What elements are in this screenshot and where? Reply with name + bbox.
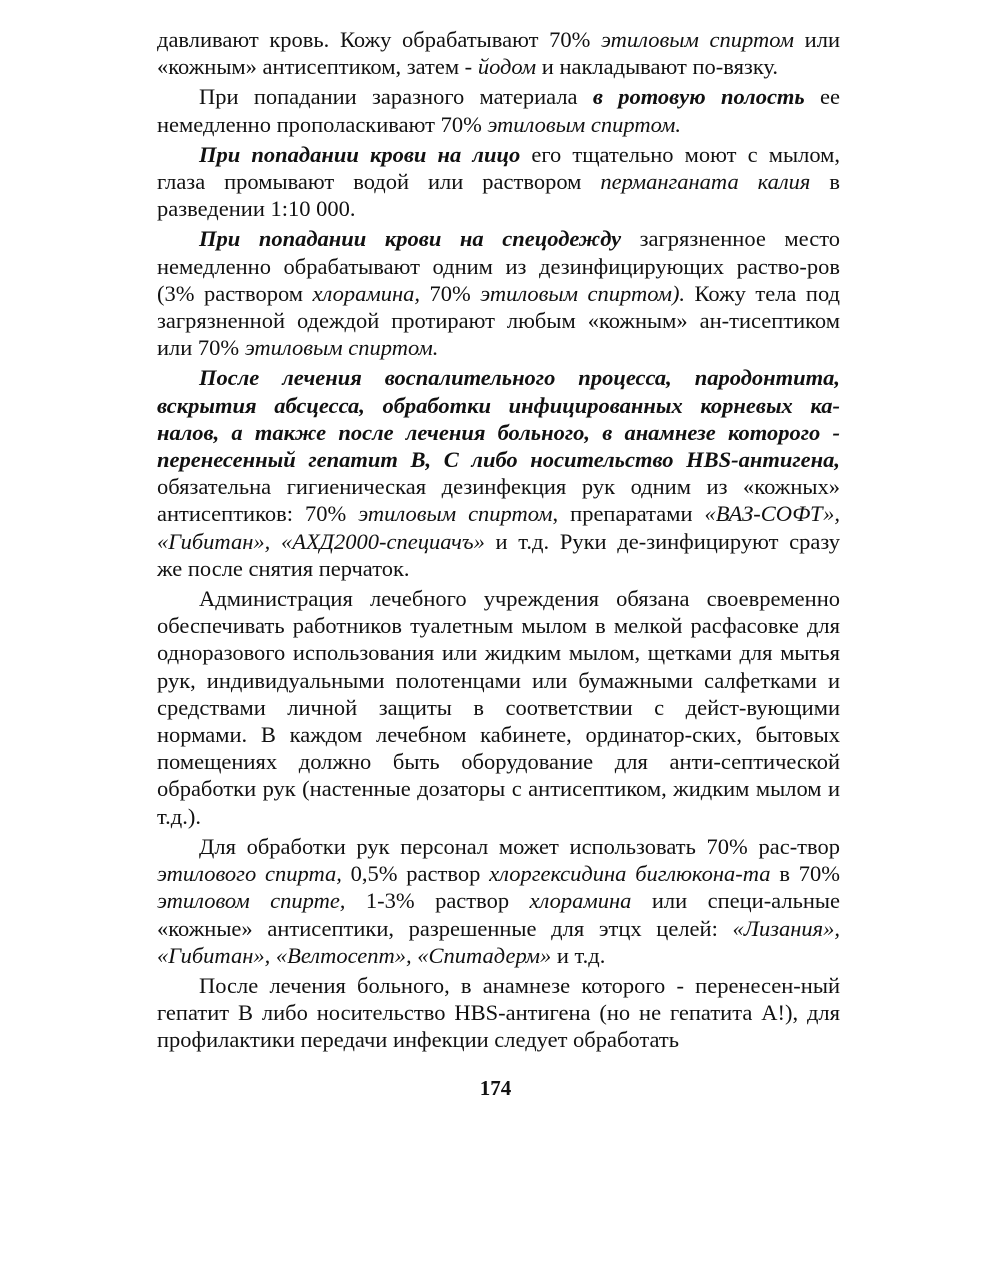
paragraph (157, 26, 840, 80)
text-run: Администрация лечебного учреждения обязана своевременно обеспечивать работников туалетным мылом в мелкой расфасовке для одноразового использования или жидким мылом, щетками для мытья рук, индивидуальными полотенцами или бумажными салфетками и средствами личной защиты в соответствии с дейст-вующими нормами. В каждом лечебном кабинете, ординатор-ских, бытовых помещениях должно быть оборудование для анти-септической обработки рук (настенные дозаторы с антисептиком, жидким мылом и т.д.). (157, 586, 840, 829)
paragraph (157, 364, 840, 582)
paragraph (157, 833, 840, 969)
italic-text: перманганата калия (600, 169, 811, 195)
italic-text: этиловым спиртом (358, 501, 553, 527)
text-run: После лечения больного, в анамнезе которого - перенесен-ный гепатит В либо носительство HBS-антигена (но не гепатита А!), для профилактики передачи инфекции следует обработать (157, 972, 840, 1053)
paragraph (157, 972, 840, 1054)
italic-text: хлорамина, (312, 280, 420, 306)
bold-italic-text: После лечения воспалительного процесса, пародонтита, вскрытия абсцесса, обработки инфицированных корневых ка-налов, а также после лечения больного, в анамнезе которого - перенесенный гепатит В, С либо носительство HBS-антигена, (157, 365, 840, 473)
text-run: загрязненное место немедленно обрабатывают одним из дезинфицирующих раство-ров (3% раствором (157, 226, 840, 306)
text-run: 1-3% раствор (345, 888, 530, 914)
text-run: При попадании заразного материала (199, 84, 593, 110)
italic-text: этиловым спиртом. (244, 335, 439, 361)
italic-text: йодом (477, 54, 537, 80)
text-run: ее немедленно прополаскивают 70% (157, 84, 840, 137)
italic-text: этиловым спиртом. (487, 111, 681, 137)
page-number: 174 (479, 1076, 512, 1100)
text-run: в разведении 1:10 000. (157, 169, 840, 222)
text-run: его тщательно моют с мылом, глаза промывают водой или раствором (157, 141, 841, 195)
italic-text: этиловом спирте, (157, 888, 346, 914)
italic-text: «ВАЗ-СОФТ», «Гибитан», «АХД2000-специачъ» (157, 501, 840, 554)
text-run: и накладывают по-вязку. (536, 54, 779, 80)
italic-text: «Лизания», «Гибитан», «Велтосепт», «Спитадерм» (157, 915, 840, 968)
paragraph (157, 141, 840, 223)
italic-text: хлоргексидина биглюкона-та (489, 861, 771, 887)
text-run: или специ-альные «кожные» антисептики, разрешенные для этцх целей: (157, 888, 841, 941)
italic-text: этиловым спиртом (601, 27, 794, 52)
document-body (157, 26, 840, 1057)
text-run: и т.д. Руки де-зинфицируют сразу же после снятия перчаток. (157, 528, 840, 581)
bold-italic-text: в ротовую полость (592, 84, 805, 110)
text-run: 0,5% раствор (341, 861, 490, 887)
text-run: давливают кровь. Кожу обрабатывают 70% (157, 27, 602, 52)
italic-text: этилового спирта, (157, 861, 342, 887)
text-run: и т.д. (551, 942, 606, 968)
paragraph (157, 83, 840, 137)
text-run: , препаратами (552, 501, 705, 527)
text-run: Для обработки рук персонал может использовать 70% рас-твор (199, 833, 840, 859)
paragraph (157, 225, 840, 361)
paragraph (157, 585, 840, 830)
bold-italic-text: При попадании крови на спецодежду (199, 226, 622, 252)
text-run: или «кожным» антисептиком, затем - (157, 27, 840, 80)
bold-italic-text: При попадании крови на лицо (199, 141, 521, 167)
text-run: обязательна гигиеническая дезинфекция рук одним из «кожных» антисептиков: 70% (157, 474, 840, 527)
text-run: 70% (420, 280, 481, 306)
italic-text: хлорамина (529, 888, 632, 914)
text-run: Кожу тела под загрязненной одеждой протирают любым «кожным» ан-тисептиком или 70% (157, 280, 840, 361)
text-run: в 70% (770, 861, 840, 887)
italic-text: этиловым спиртом). (480, 280, 686, 306)
